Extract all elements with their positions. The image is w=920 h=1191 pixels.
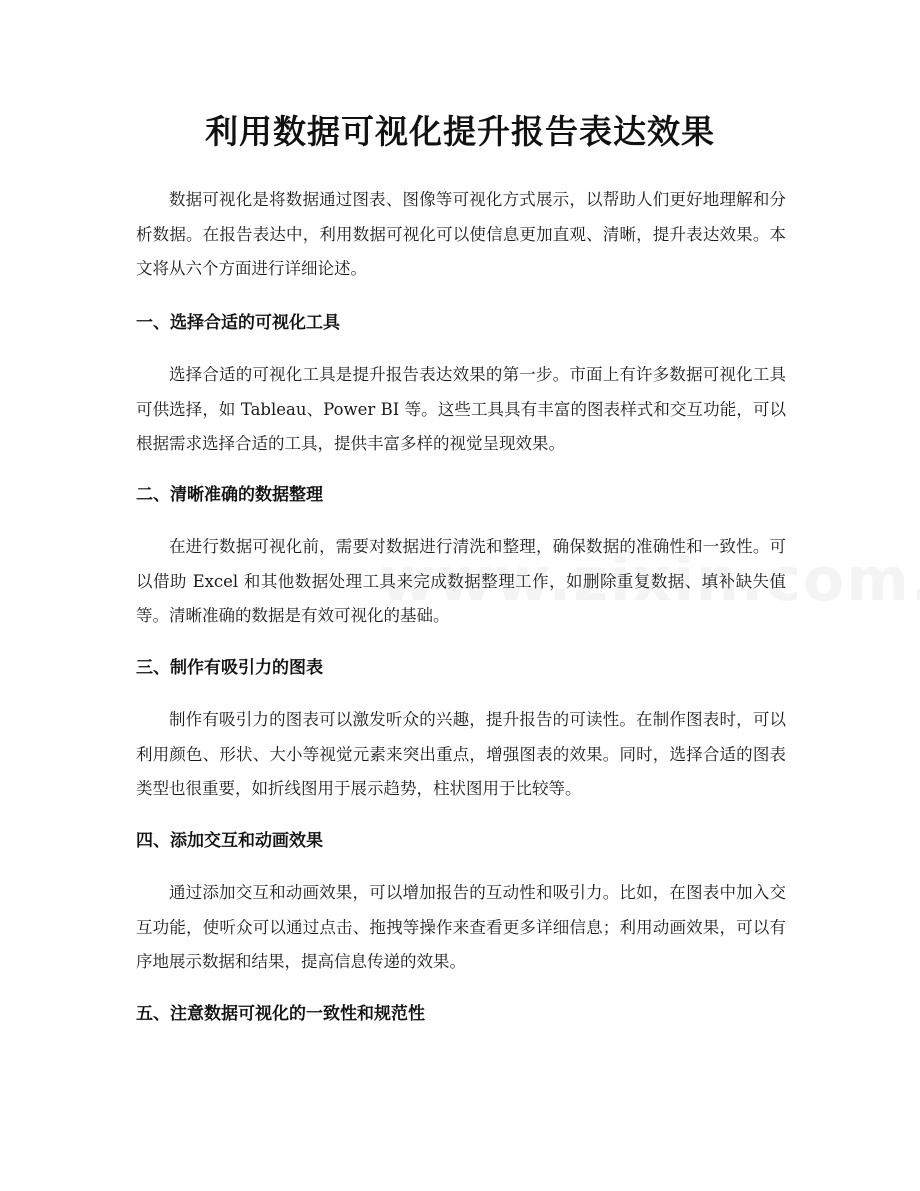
section-heading-3: 三、制作有吸引力的图表 — [136, 658, 323, 678]
section-heading-2: 二、清晰准确的数据整理 — [136, 485, 323, 505]
section-body-2: 在进行数据可视化前，需要对数据进行清洗和整理，确保数据的准确性和一致性。可以借助 Excel 和其他数据处理工具来完成数据整理工作，如删除重复数据、填补缺失值等。清晰准确的数据是有效可视化的基础。 — [136, 537, 786, 625]
section-heading-5: 五、注意数据可视化的一致性和规范性 — [136, 1004, 425, 1024]
section-body-1: 选择合适的可视化工具是提升报告表达效果的第一步。市面上有许多数据可视化工具可供选择，如 Tableau、Power BI 等。这些工具具有丰富的图表样式和交互功能，可以根据需求选择合适的工具，提供丰富多样的视觉呈现效果。 — [136, 365, 786, 453]
intro-paragraph: 数据可视化是将数据通过图表、图像等可视化方式展示，以帮助人们更好地理解和分析数据。在报告表达中，利用数据可视化可以使信息更加直观、清晰，提升表达效果。本文将从六个方面进行详细论述。 — [136, 190, 786, 278]
section-heading-1: 一、选择合适的可视化工具 — [136, 313, 340, 333]
page-title: 利用数据可视化提升报告表达效果 — [205, 112, 715, 151]
section-heading-4: 四、添加交互和动画效果 — [136, 831, 323, 851]
section-body-3: 制作有吸引力的图表可以激发听众的兴趣，提升报告的可读性。在制作图表时，可以利用颜色、形状、大小等视觉元素来突出重点，增强图表的效果。同时，选择合适的图表类型也很重要，如折线图用于展示趋势，柱状图用于比较等。 — [136, 710, 786, 798]
section-body-4: 通过添加交互和动画效果，可以增加报告的互动性和吸引力。比如，在图表中加入交互功能，使听众可以通过点击、拖拽等操作来查看更多详细信息；利用动画效果，可以有序地展示数据和结果，提高信息传递的效果。 — [136, 883, 786, 971]
